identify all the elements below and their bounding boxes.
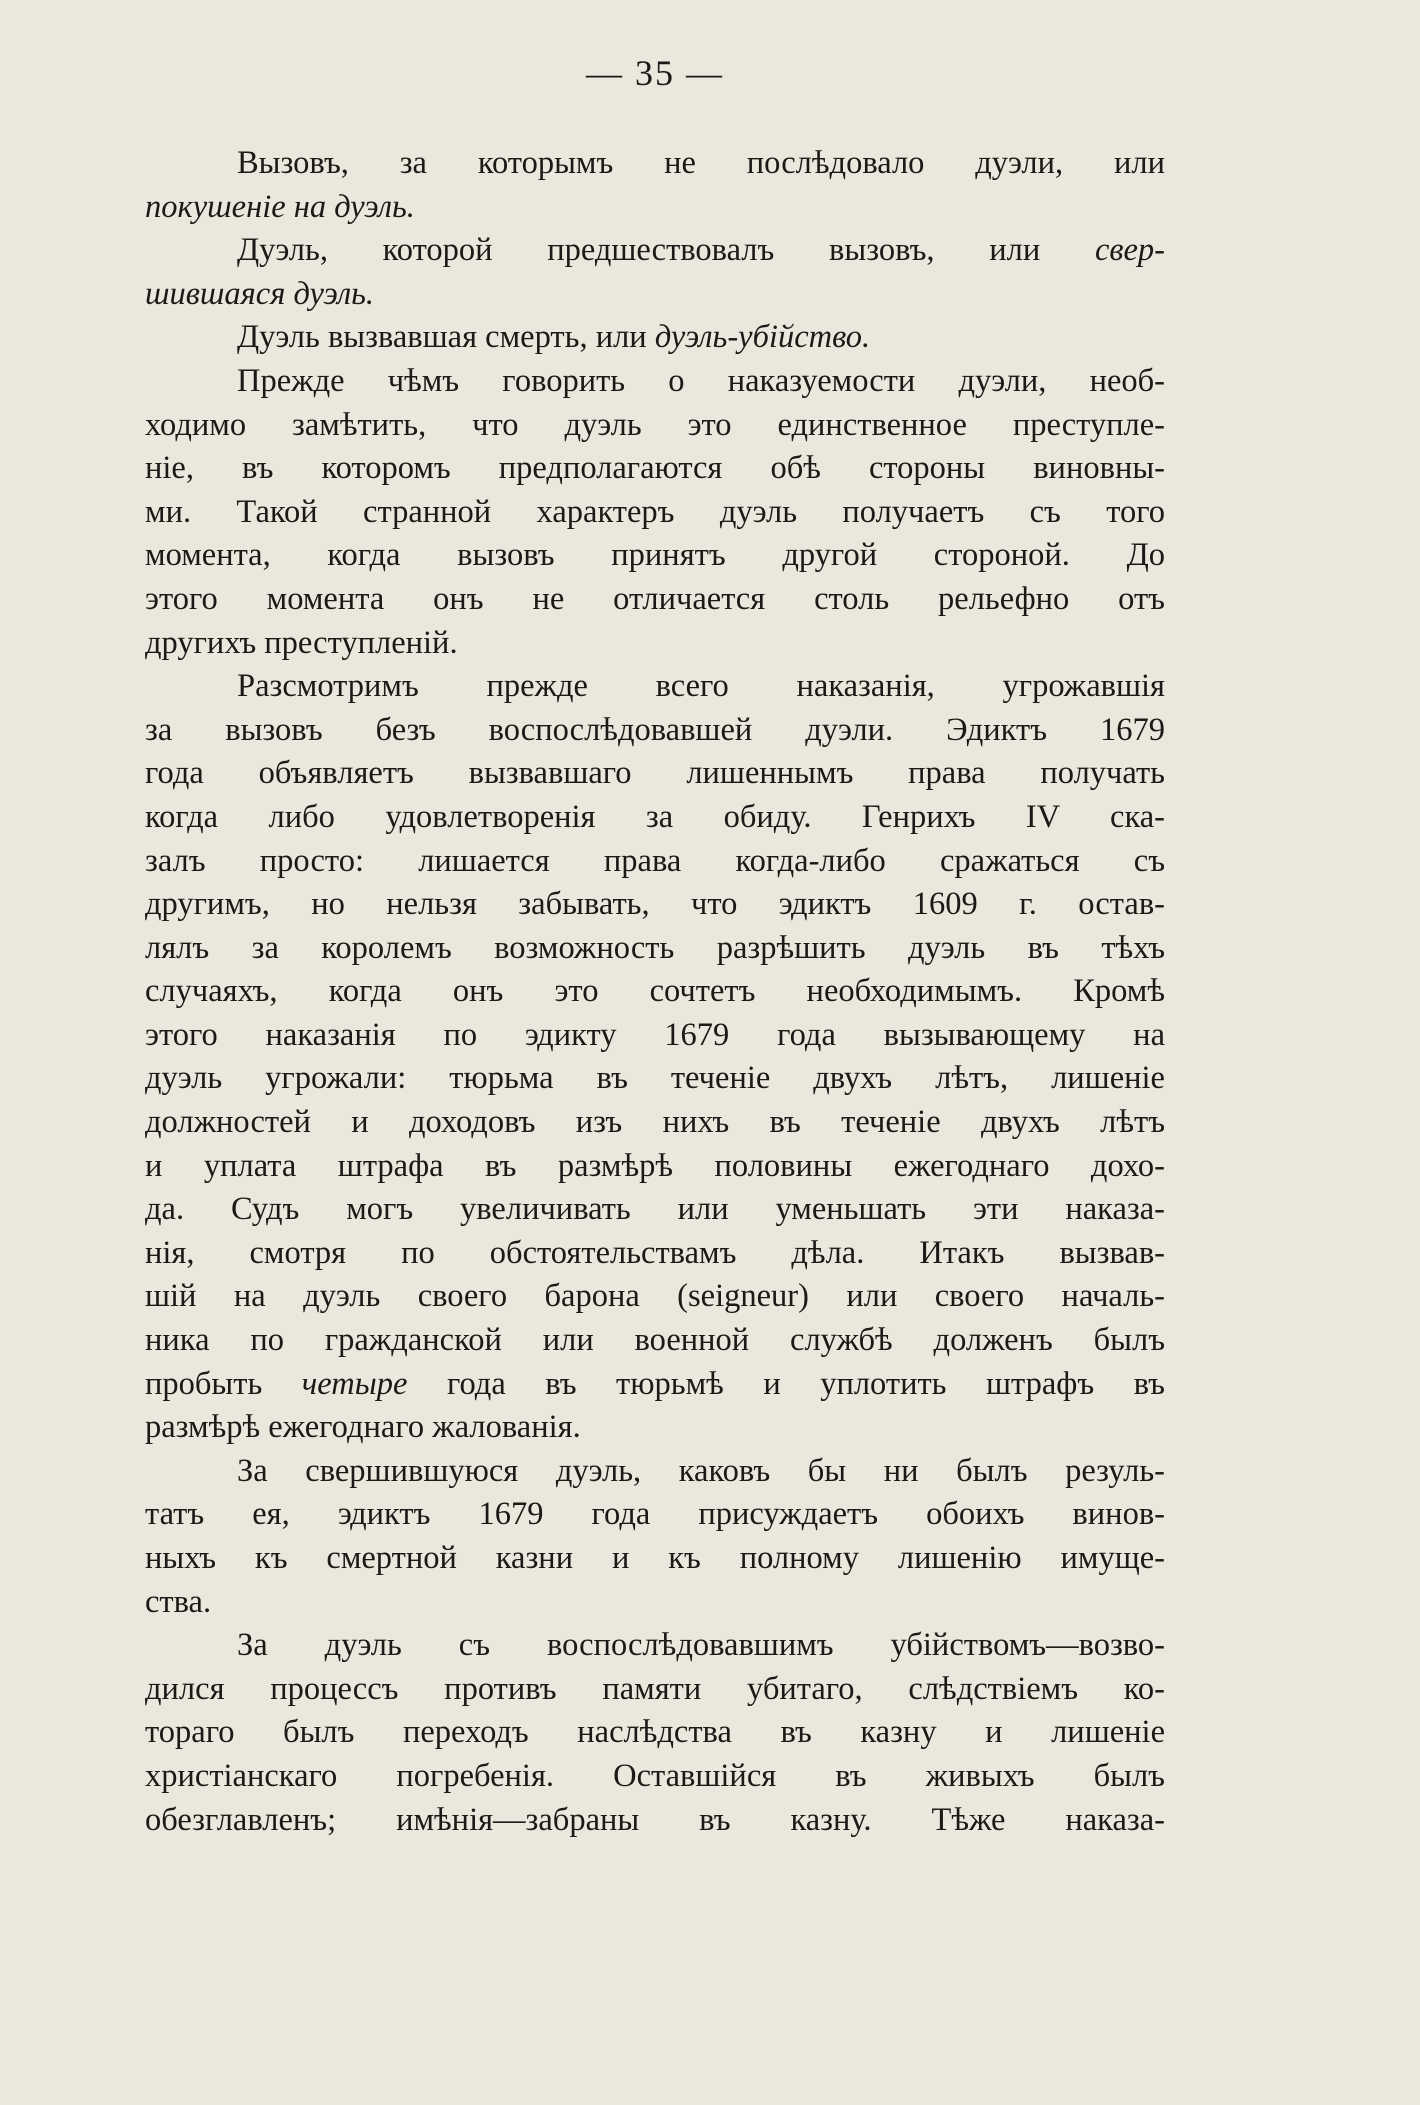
text-run: ныхъ къ смертной казни и къ полному лишенію имуще-: [145, 1540, 1165, 1576]
text-run: шій на дуэль своего барона (seigneur) или своего началь-: [145, 1278, 1165, 1315]
text-line: [145, 1581, 1165, 1625]
text-line: [145, 709, 1165, 753]
text-line: [145, 665, 1165, 709]
text-line: [145, 534, 1165, 578]
text-line: [145, 229, 1165, 273]
text-run: обезглавленъ; имѣнія—забраны въ казну. Тѣже наказа-: [145, 1801, 1165, 1838]
text-line: [145, 1450, 1165, 1494]
text-line: [145, 273, 1165, 317]
text-line: [145, 1363, 1165, 1407]
text-line: [145, 142, 1165, 186]
text-line: [145, 1668, 1165, 1712]
text-run: Прежде чѣмъ говорить о наказуемости дуэли, необ-: [237, 362, 1165, 399]
italic-text: дуэль-убійство.: [654, 319, 871, 356]
text-line: [145, 1493, 1165, 1537]
text-run: другихъ преступленій.: [145, 624, 458, 661]
text-line: [145, 316, 1165, 360]
text-run: и уплата штрафа въ размѣрѣ половины ежегоднаго дохо-: [145, 1147, 1165, 1184]
text-line: [145, 186, 1165, 230]
text-run: За дуэль съ воспослѣдовавшимъ убійствомъ—возво-: [237, 1627, 1165, 1664]
text-line: [145, 404, 1165, 448]
text-run: пробыть: [145, 1365, 302, 1402]
italic-text: шившаяся дуэль.: [145, 275, 375, 312]
text-run: ніе, въ которомъ предполагаются обѣ стороны виновны-: [145, 450, 1165, 487]
text-line: [145, 752, 1165, 796]
italic-text: покушеніе на дуэль.: [145, 188, 415, 225]
text-line: [145, 447, 1165, 491]
italic-text: четыре: [301, 1365, 408, 1402]
text-line: [145, 360, 1165, 404]
text-line: [145, 1057, 1165, 1101]
text-run: должностей и доходовъ изъ нихъ въ теченіе двухъ лѣтъ: [145, 1104, 1165, 1141]
text-line: [145, 1624, 1165, 1668]
text-run: другимъ, но нельзя забывать, что эдиктъ 1609 г. остав-: [145, 886, 1165, 923]
text-line: [145, 491, 1165, 535]
text-line: [145, 1188, 1165, 1232]
page-number: — 35 —: [586, 53, 724, 93]
text-run: Дуэль вызвавшая смерть, или: [237, 319, 655, 356]
text-run: этого момента онъ не отличается столь рельефно отъ: [145, 580, 1165, 617]
text-run: ходимо замѣтить, что дуэль это единственное преступле-: [145, 406, 1165, 443]
text-line: [145, 1101, 1165, 1145]
text-run: момента, когда вызовъ принятъ другой стороной. До: [145, 537, 1165, 574]
text-run: когда либо удовлетворенія за обиду. Генрихъ IV ска-: [145, 798, 1165, 835]
text-run: тораго былъ переходъ наслѣдства въ казну и лишеніе: [145, 1714, 1165, 1751]
text-run: случаяхъ, когда онъ это сочтетъ необходимымъ. Кромѣ: [145, 973, 1165, 1010]
text-line: [145, 927, 1165, 971]
body-text: [145, 142, 1165, 1842]
text-run: татъ ея, эдиктъ 1679 года присуждаетъ обоихъ винов-: [145, 1496, 1165, 1533]
text-run: христіанскаго погребенія. Оставшійся въ живыхъ былъ: [145, 1757, 1165, 1794]
text-run: Разсмотримъ прежде всего наказанія, угрожавшія: [237, 668, 1165, 705]
text-run: размѣрѣ ежегоднаго жалованія.: [145, 1409, 581, 1446]
text-line: [145, 1799, 1165, 1843]
text-run: года объявляетъ вызвавшаго лишеннымъ права получать: [145, 755, 1165, 792]
text-line: [145, 1275, 1165, 1319]
text-line: [145, 1711, 1165, 1755]
text-run: нія, смотря по обстоятельствамъ дѣла. Итакъ вызвав-: [145, 1234, 1165, 1271]
text-line: [145, 622, 1165, 666]
text-run: ства.: [145, 1583, 212, 1620]
text-line: [145, 1319, 1165, 1363]
text-line: [145, 578, 1165, 622]
text-line: [145, 970, 1165, 1014]
text-run: залъ просто: лишается права когда-либо сражаться съ: [145, 842, 1165, 879]
text-line: [145, 1755, 1165, 1799]
text-run: ми. Такой странной характеръ дуэль получаетъ съ того: [145, 493, 1165, 530]
text-run: этого наказанія по эдикту 1679 года вызывающему на: [145, 1016, 1165, 1053]
italic-text: свер-: [1094, 232, 1165, 269]
text-run: ника по гражданской или военной службѣ долженъ былъ: [145, 1322, 1165, 1359]
text-run: года въ тюрьмѣ и уплотить штрафъ въ: [407, 1365, 1165, 1402]
text-run: дуэль угрожали: тюрьма въ теченіе двухъ лѣтъ, лишеніе: [145, 1060, 1165, 1097]
text-line: [145, 1232, 1165, 1276]
text-line: [145, 1406, 1165, 1450]
text-run: Вызовъ, за которымъ не послѣдовало дуэли, или: [237, 145, 1165, 181]
text-line: [145, 1537, 1165, 1581]
text-run: да. Судъ могъ увеличивать или уменьшать эти наказа-: [145, 1191, 1165, 1228]
text-run: Дуэль, которой предшествовалъ вызовъ, или: [237, 232, 1095, 269]
text-run: За свершившуюся дуэль, каковъ бы ни былъ резуль-: [237, 1452, 1165, 1489]
text-line: [145, 883, 1165, 927]
text-line: [145, 840, 1165, 884]
text-line: [145, 1145, 1165, 1189]
text-line: [145, 1014, 1165, 1058]
text-line: [145, 796, 1165, 840]
text-run: дился процессъ противъ памяти убитаго, слѣдствіемъ ко-: [145, 1670, 1165, 1707]
text-run: за вызовъ безъ воспослѣдовавшей дуэли. Эдиктъ 1679: [145, 711, 1165, 748]
text-run: лялъ за королемъ возможность разрѣшить дуэль въ тѣхъ: [145, 929, 1165, 966]
